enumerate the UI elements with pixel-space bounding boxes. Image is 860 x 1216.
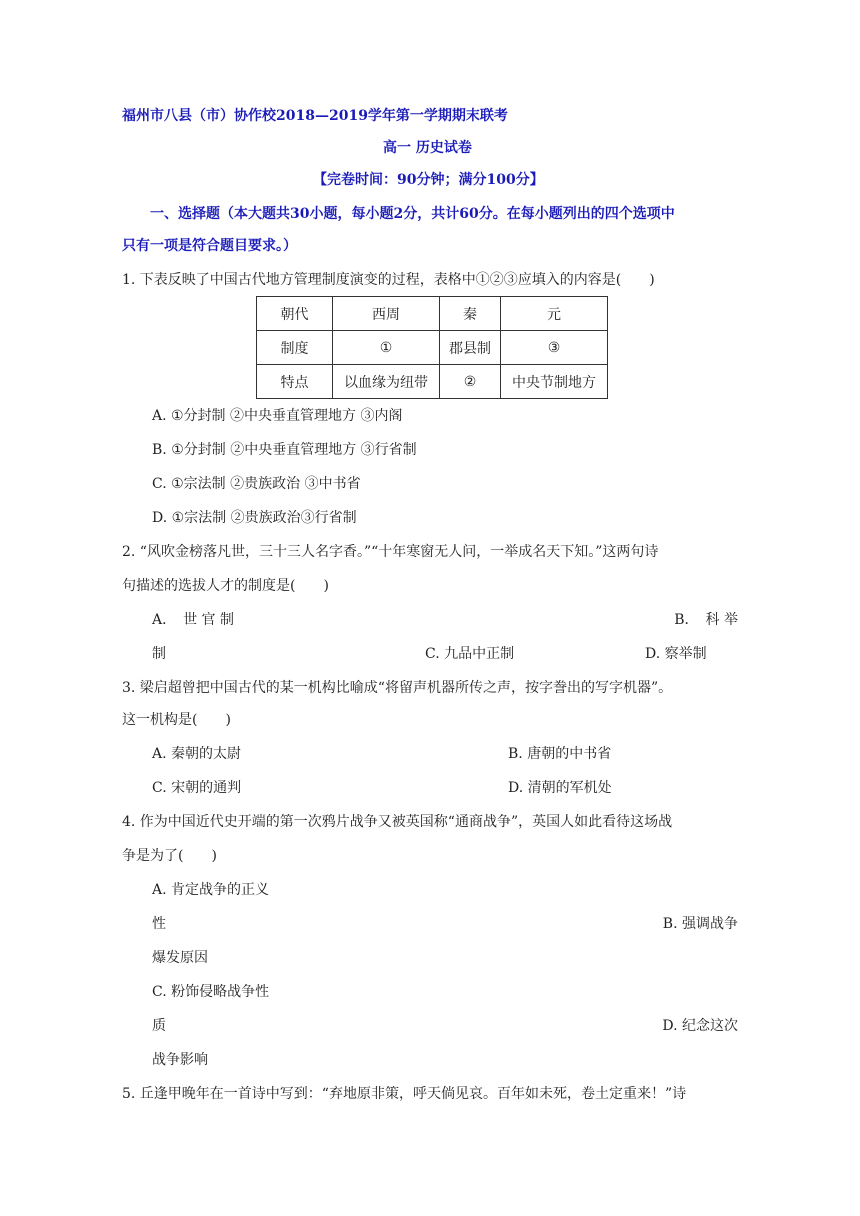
q3-option-d: D. 清朝的军机处: [508, 780, 612, 796]
q2-stem-line1: 2. “风吹金榜落凡世，三十三人名字香。”“十年寒窗无人问，一举成名天下知。”这两句诗: [122, 544, 659, 560]
q4-option-b-line2: 爆发原因: [152, 950, 208, 966]
q4-stem-line2: 争是为了( ): [122, 848, 217, 864]
table-row: [257, 297, 608, 331]
q4-option-b-line1: B. 强调战争: [662, 916, 738, 932]
q2-option-b-line2: 制: [152, 646, 166, 662]
q3-option-b: B. 唐朝的中书省: [508, 746, 612, 762]
q4-option-a-line1: A. 肯定战争的正义: [152, 882, 270, 898]
exam-subject: 高一 历史试卷: [383, 140, 472, 156]
q1-option-d: D. ①宗法制 ②贵族政治③行省制: [152, 510, 357, 526]
q1-table: [256, 296, 608, 399]
q4-option-d-line1: D. 纪念这次: [662, 1018, 738, 1034]
q3-option-c: C. 宋朝的通判: [152, 780, 242, 796]
q1-stem: 1. 下表反映了中国古代地方管理制度演变的过程，表格中①②③应填入的内容是( ): [122, 272, 655, 288]
q2-option-c: C. 九品中正制: [425, 646, 515, 662]
q5-stem-line1: 5. 丘逢甲晚年在一首诗中写到：“弃地原非策，呼天倘见哀。百年如未死，卷土定重来！”诗: [122, 1086, 687, 1102]
q1-option-a: A. ①分封制 ②中央垂直管理地方 ③内阁: [152, 408, 403, 424]
q3-option-a: A. 秦朝的太尉: [152, 746, 242, 762]
q1-option-b: B. ①分封制 ②中央垂直管理地方 ③行省制: [152, 442, 417, 458]
q2-option-b-line1: B． 科 举: [674, 612, 738, 628]
table-cell: 中央节制地方: [501, 365, 608, 399]
section-heading-line1: 一、选择题（本大题共30小题，每小题2分，共计60分。在每小题列出的四个选项中: [150, 206, 675, 222]
table-cell: 西周: [333, 297, 440, 331]
table-cell: ①: [333, 331, 440, 365]
table-cell: 制度: [257, 331, 333, 365]
q1-option-c: C. ①宗法制 ②贵族政治 ③中书省: [152, 476, 361, 492]
q4-option-d-line2: 战争影响: [152, 1052, 208, 1068]
table-cell: 元: [501, 297, 608, 331]
table-cell: 秦: [440, 297, 501, 331]
table-row: [257, 331, 608, 365]
section-heading-line2: 只有一项是符合题目要求。）: [122, 238, 297, 254]
q2-option-a: A． 世 官 制: [152, 612, 235, 628]
q4-option-c-line2: 质: [152, 1018, 166, 1034]
table-cell: 以血缘为纽带: [333, 365, 440, 399]
exam-time-info: 【完卷时间：90分钟；满分100分】: [313, 172, 544, 188]
q4-stem-line1: 4. 作为中国近代史开端的第一次鸦片战争又被英国称“通商战争”，英国人如此看待这场战: [122, 814, 673, 830]
table-row: [257, 365, 608, 399]
q2-stem-line2: 句描述的选拔人才的制度是( ): [122, 578, 329, 594]
table-cell: 特点: [257, 365, 333, 399]
q2-option-d: D. 察举制: [645, 646, 707, 662]
table-cell: 朝代: [257, 297, 333, 331]
q3-stem-line2: 这一机构是( ): [122, 712, 231, 728]
table-cell: ③: [501, 331, 608, 365]
table-cell: ②: [440, 365, 501, 399]
q4-option-c-line1: C. 粉饰侵略战争性: [152, 984, 270, 1000]
q3-stem-line1: 3. 梁启超曾把中国古代的某一机构比喻成“将留声机器所传之声，按字誊出的写字机器”。: [122, 680, 673, 696]
q4-option-a-line2: 性: [152, 916, 166, 932]
exam-school-line: 福州市八县（市）协作校2018—2019学年第一学期期末联考: [122, 108, 508, 124]
table-cell: 郡县制: [440, 331, 501, 365]
